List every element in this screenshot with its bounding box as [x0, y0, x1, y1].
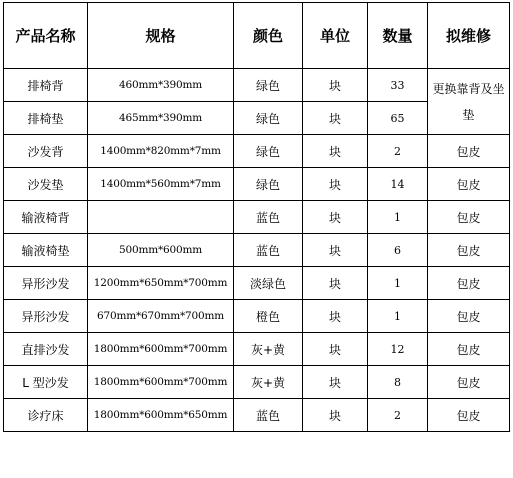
table-row	[4, 168, 510, 201]
cell-unit: 块	[303, 333, 368, 366]
cell-repair: 更换靠背及坐垫	[428, 69, 510, 135]
header-color: 颜色	[234, 3, 303, 69]
cell-color: 蓝色	[234, 201, 303, 234]
cell-spec: 1200mm*650mm*700mm	[88, 267, 234, 300]
table-row	[4, 366, 510, 399]
cell-name: 诊疗床	[4, 399, 88, 432]
cell-repair: 包皮	[428, 201, 510, 234]
cell-color: 淡绿色	[234, 267, 303, 300]
header-spec: 规格	[88, 3, 234, 69]
cell-unit: 块	[303, 69, 368, 102]
cell-quantity: 6	[368, 234, 428, 267]
cell-spec: 670mm*670mm*700mm	[88, 300, 234, 333]
cell-name: 直排沙发	[4, 333, 88, 366]
cell-unit: 块	[303, 168, 368, 201]
cell-repair: 包皮	[428, 234, 510, 267]
table-row	[4, 399, 510, 432]
header-row	[4, 3, 510, 69]
cell-name: 沙发垫	[4, 168, 88, 201]
cell-unit: 块	[303, 201, 368, 234]
cell-repair: 包皮	[428, 399, 510, 432]
cell-color: 蓝色	[234, 399, 303, 432]
cell-name: 异形沙发	[4, 267, 88, 300]
cell-quantity: 2	[368, 399, 428, 432]
cell-spec: 465mm*390mm	[88, 102, 234, 135]
cell-repair: 包皮	[428, 300, 510, 333]
cell-spec	[88, 201, 234, 234]
product-repair-table	[3, 2, 510, 432]
cell-color: 绿色	[234, 168, 303, 201]
cell-quantity: 33	[368, 69, 428, 102]
cell-name: 排椅垫	[4, 102, 88, 135]
header-unit: 单位	[303, 3, 368, 69]
cell-color: 蓝色	[234, 234, 303, 267]
cell-unit: 块	[303, 135, 368, 168]
cell-repair: 包皮	[428, 366, 510, 399]
cell-repair: 包皮	[428, 168, 510, 201]
cell-spec: 1400mm*560mm*7mm	[88, 168, 234, 201]
cell-quantity: 65	[368, 102, 428, 135]
cell-name: L 型沙发	[4, 366, 88, 399]
cell-spec: 1800mm*600mm*700mm	[88, 366, 234, 399]
cell-quantity: 14	[368, 168, 428, 201]
cell-name: 输液椅背	[4, 201, 88, 234]
cell-unit: 块	[303, 399, 368, 432]
cell-unit: 块	[303, 234, 368, 267]
table-row	[4, 135, 510, 168]
cell-quantity: 2	[368, 135, 428, 168]
cell-unit: 块	[303, 300, 368, 333]
header-quantity: 数量	[368, 3, 428, 69]
cell-unit: 块	[303, 267, 368, 300]
cell-repair: 包皮	[428, 267, 510, 300]
cell-spec: 1800mm*600mm*650mm	[88, 399, 234, 432]
cell-spec: 1400mm*820mm*7mm	[88, 135, 234, 168]
cell-color: 灰+黄	[234, 366, 303, 399]
table-row	[4, 333, 510, 366]
cell-color: 绿色	[234, 135, 303, 168]
table-row	[4, 69, 510, 102]
cell-name: 异形沙发	[4, 300, 88, 333]
cell-color: 灰+黄	[234, 333, 303, 366]
cell-name: 输液椅垫	[4, 234, 88, 267]
cell-name: 排椅背	[4, 69, 88, 102]
table-row	[4, 300, 510, 333]
cell-spec: 460mm*390mm	[88, 69, 234, 102]
cell-spec: 500mm*600mm	[88, 234, 234, 267]
table-row	[4, 267, 510, 300]
cell-color: 绿色	[234, 102, 303, 135]
cell-repair: 包皮	[428, 333, 510, 366]
cell-name: 沙发背	[4, 135, 88, 168]
header-repair: 拟维修	[428, 3, 510, 69]
header-product-name: 产品名称	[4, 3, 88, 69]
cell-quantity: 1	[368, 300, 428, 333]
table-row	[4, 234, 510, 267]
cell-unit: 块	[303, 102, 368, 135]
cell-color: 橙色	[234, 300, 303, 333]
table-row	[4, 201, 510, 234]
cell-color: 绿色	[234, 69, 303, 102]
cell-quantity: 1	[368, 201, 428, 234]
cell-quantity: 12	[368, 333, 428, 366]
cell-quantity: 1	[368, 267, 428, 300]
cell-unit: 块	[303, 366, 368, 399]
cell-quantity: 8	[368, 366, 428, 399]
cell-spec: 1800mm*600mm*700mm	[88, 333, 234, 366]
cell-repair: 包皮	[428, 135, 510, 168]
